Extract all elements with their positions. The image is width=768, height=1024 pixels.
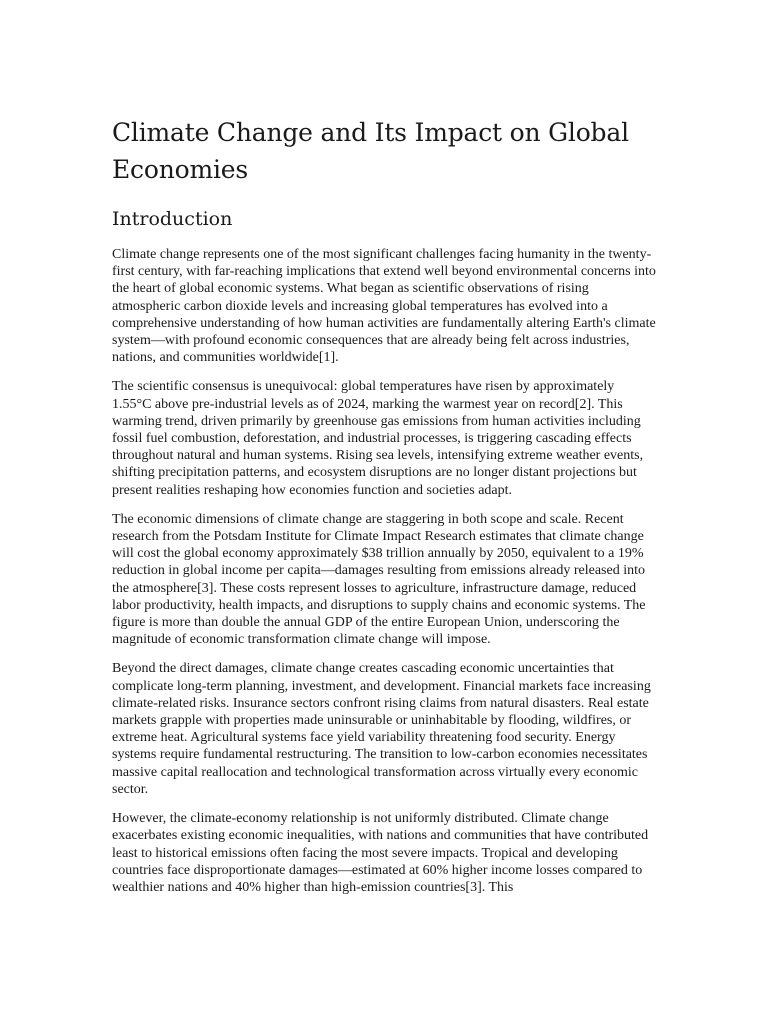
paragraph-2: The scientific consensus is unequivocal: global temperatures have risen by approximately 1.55°C above pre-industrial levels as of 2024, marking the warmest year on record[2]. This warming trend, driven primarily by greenhouse gas emissions from human activities including fossil fuel combustion, deforestation, and industrial processes, is triggering cascading effects throughout natural and human systems. Rising sea levels, intensifying extreme weather events, shifting precipitation patterns, and ecosystem disruptions are no longer distant projections but present realities reshaping how economies function and societies adapt. xyxy=(112,379,644,498)
section-heading: Introduction xyxy=(112,208,233,230)
document-page xyxy=(112,114,657,908)
paragraph-5: However, the climate-economy relationship is not uniformly distributed. Climate change exacerbates existing economic inequalities, with nations and communities that have contributed least to historical emissions often facing the most severe impacts. Tropical and developing countries face disproportionate damages—estimated at 60% higher income losses compared to wealthier nations and 40% higher than high-emission countries[3]. This xyxy=(112,811,649,895)
paragraph-1: Climate change represents one of the most significant challenges facing humanity in the twenty-first century, with far-reaching implications that extend well beyond environmental concerns into the heart of global economic systems. What began as scientific observations of rising atmospheric carbon dioxide levels and increasing global temperatures has evolved into a comprehensive understanding of how human activities are fundamentally altering Earth's climate system—with profound economic consequences that are already being felt across industries, nations, and communities worldwide[1]. xyxy=(112,247,656,366)
paragraph-3: The economic dimensions of climate change are staggering in both scope and scale. Recent research from the Potsdam Institute for Climate Impact Research estimates that climate change will cost the global economy approximately $38 trillion annually by 2050, equivalent to a 19% reduction in global income per capita—damages resulting from emissions already released into the atmosphere[3]. These costs represent losses to agriculture, infrastructure damage, reduced labor productivity, health impacts, and disruptions to supply chains and economic systems. The figure is more than double the annual GDP of the entire European Union, underscoring the magnitude of economic transformation climate change will impose. xyxy=(112,511,646,648)
paragraph-4: Beyond the direct damages, climate change creates cascading economic uncertainties that complicate long-term planning, investment, and development. Financial markets face increasing climate-related risks. Insurance sectors confront rising claims from natural disasters. Real estate markets grapple with properties made uninsurable or uninhabitable by flooding, wildfires, or extreme heat. Agricultural systems face yield variability threatening food security. Energy systems require fundamental restructuring. The transition to low-carbon economies necessitates massive capital reallocation and technological transformation across virtually every economic sector. xyxy=(112,661,651,797)
document-title: Climate Change and Its Impact on Global Economies xyxy=(112,118,629,184)
